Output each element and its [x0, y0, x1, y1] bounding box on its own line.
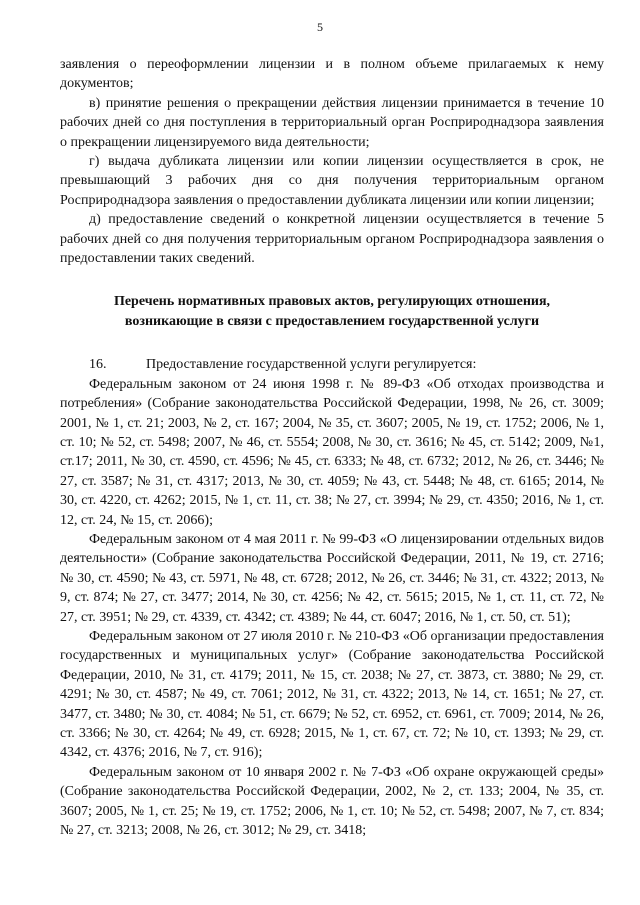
section-heading: Перечень нормативных правовых актов, регулирующих отношения, возникающие в связи с предоставлением государственной услуги [113, 294, 551, 329]
item-number: 16. [89, 357, 107, 373]
law-7-fz: Федеральным законом от 10 января 2002 г. № 7-ФЗ «Об охране окружающей среды» (Собрание законодательства Российской Федерации, 2002, № 2, ст. 133; 2004, № 35, ст. 3607; 2005, № 1, ст. 25; № 19, ст. 1752; 2006, № 1, ст. 10; № 52, ст. 5498; 2007, № 7, ст. 834; № 27, ст. 3213; 2008, № 26, ст. 3012; № 29, ст. 3418; [60, 764, 604, 839]
paragraph-continuation: заявления о переоформлении лицензии и в полном объеме прилагаемых к нему документов; [60, 57, 604, 92]
page-number: 5 [317, 20, 323, 34]
paragraph-item-d: д) предоставление сведений о конкретной лицензии осуществляется в течение 5 рабочих дней со дня получения территориальным органом Росприроднадзора заявления о предоставлении таких сведений. [60, 212, 604, 267]
document-body [60, 55, 604, 840]
law-210-fz: Федеральным законом от 27 июля 2010 г. № 210-ФЗ «Об организации предоставления государственных и муниципальных услуг» (Собрание законодательства Российской Федерации, 2010, № 31, ст. 4179; 2011, № 15, ст. 2038; № 27, ст. 3873, ст. 3880; № 29, ст. 4291; № 30, ст. 4587; № 49, ст. 7061; 2012, № 31, ст. 4322; 2013, № 14, ст. 1651; № 27, ст. 3477, ст. 3480; № 30, ст. 4084; № 51, ст. 6679; № 52, ст. 6952, ст. 6961, ст. 7009; 2014, № 26, ст. 3366; № 30, ст. 4264; № 49, ст. 6928; 2015, № 1, ст. 67, ст. 72; № 10, ст. 1393; № 29, ст. 4342, ст. 4376; 2016, № 7, ст. 916); [60, 628, 604, 761]
paragraph-item-g: г) выдача дубликата лицензии или копии лицензии осуществляется в срок, не превышающий 3 рабочих дня со дня получения территориальным органом Росприроднадзора заявления о предоставлении дубликата лицензии или копии лицензии; [60, 154, 604, 208]
paragraph-item-v: в) принятие решения о прекращении действия лицензии принимается в течение 10 рабочих дней со дня поступления в территориальный орган Росприроднадзора заявления о прекращении лицензируемого вида деятельности; [60, 95, 604, 150]
paragraph-item-16 [60, 355, 604, 374]
law-99-fz: Федеральным законом от 4 мая 2011 г. № 99-ФЗ «О лицензировании отдельных видов деятельности» (Собрание законодательства Российской Федерации, 2011, № 19, ст. 2716; № 30, ст. 4590; № 43, ст. 5971, № 48, ст. 6728; 2012, № 26, ст. 3446; № 31, ст. 4322; 2013, № 9, ст. 874; № 27, ст. 3477; 2014, № 30, ст. 4256; № 42, ст. 5615; 2015, № 1, ст. 11, ст. 72, № 27, ст. 3951; № 29, ст. 4339, ст. 4342; ст. 4389; № 44, ст. 6047; 2016, № 1, ст. 50, ст. 51); [60, 531, 604, 625]
law-89-fz: Федеральным законом от 24 июня 1998 г. № 89-ФЗ «Об отходах производства и потребления» (Собрание законодательства Российской Федерации, 1998, № 26, ст. 3009; 2001, № 1, ст. 21; 2003, № 2, ст. 167; 2004, № 35, ст. 3607; 2005, № 19, ст. 1752; 2006, № 1, ст. 10; № 52, ст. 5498; 2007, № 46, ст. 5554; 2008, № 30, ст. 3616; № 45, ст. 5142; 2009, №1, ст.17; 2011, № 30, ст. 4590, ст. 4596; № 45, ст. 6333; № 48, ст. 6732; 2012, № 26, ст. 3446; № 27, ст. 3587; № 31, ст. 4317; 2013, № 30, ст. 4059; № 43, ст. 5448; № 48, ст. 6165; 2014, № 30, ст. 4220, ст. 4262; 2015, № 1, ст. 11, ст. 38; № 27, ст. 3994; № 29, ст. 4350; 2016, № 1, ст. 12, ст. 24, № 15, ст. 2066); [60, 376, 604, 528]
item-text: Предоставление государственной услуги регулируется: [146, 357, 477, 373]
